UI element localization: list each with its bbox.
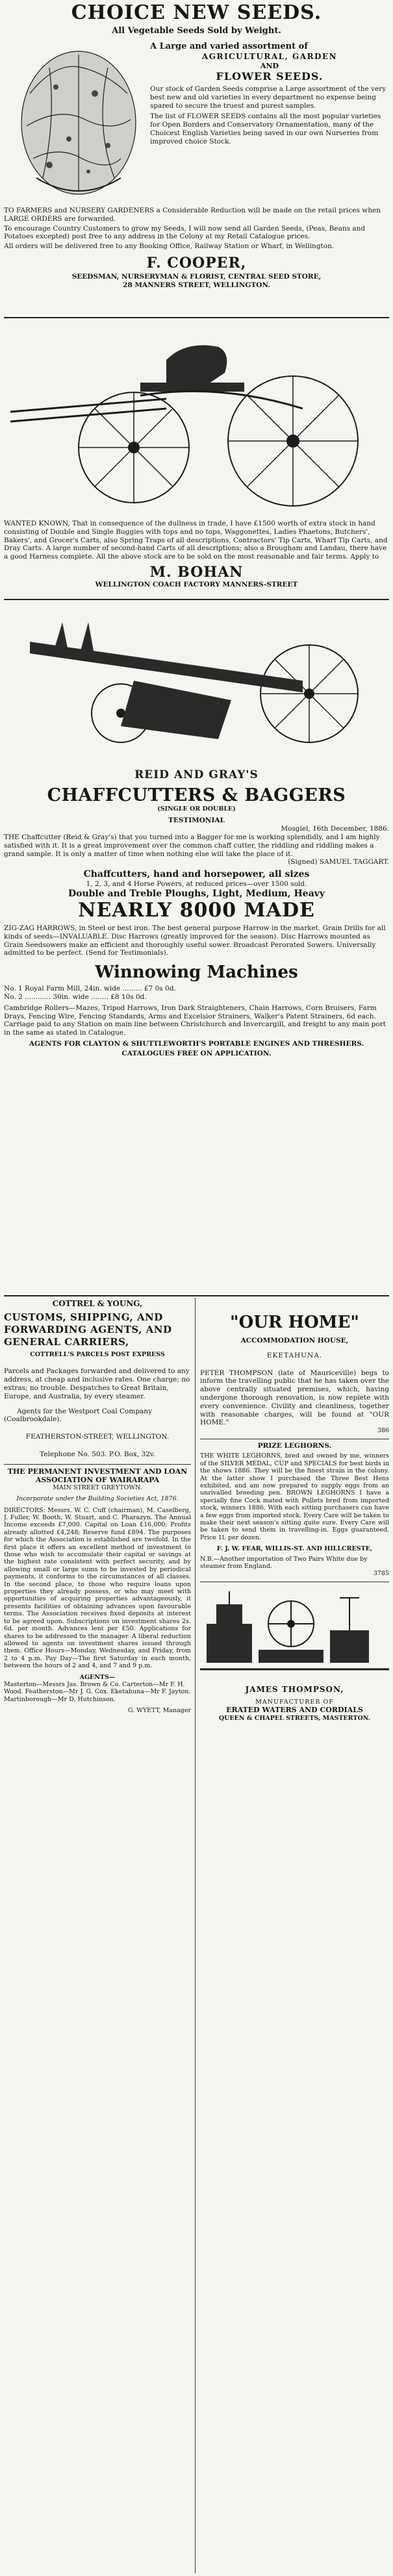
cooper-name: F. COOPER, bbox=[146, 254, 247, 271]
reid-gray-advert bbox=[4, 603, 389, 1293]
society-address: MAIN STREET GREYTOWN. bbox=[53, 1484, 142, 1491]
cottrel-agents: Agents for the Westport Coal Company (Coalbrookdale). bbox=[4, 1407, 153, 1424]
leghorns-nb: N.B.—Another importation of Two Pairs White due by steamer from England. bbox=[200, 1555, 368, 1571]
home-place: EKETAHUNA. bbox=[266, 1351, 323, 1359]
buggy-illustration bbox=[4, 321, 389, 516]
seeds-body-4: To encourage Country Customers to grow my Seeds, I will now send all Garden Seeds, (Peas, Beans and Potatoes excepted) post free to any address in the Colony at my Retail Catalogue prices. bbox=[4, 224, 366, 241]
thompson-goods: ERATED WATERS AND CORDIALS bbox=[226, 1706, 363, 1715]
divider bbox=[4, 599, 389, 600]
plough-illustration bbox=[4, 603, 389, 765]
reid-agents: AGENTS FOR CLAYTON & SHUTTLEWORTH'S PORTABLE ENGINES AND THRESHERS. bbox=[29, 1039, 364, 1048]
seeds-body-5: All orders will be delivered free to any Booking Office, Railway Station or Wharf, in Wellington. bbox=[4, 242, 335, 251]
reid-sub: (SINGLE OR DOUBLE) bbox=[157, 805, 236, 813]
reid-firm: REID AND GRAY'S bbox=[134, 768, 259, 781]
leghorns-advert bbox=[200, 1439, 389, 1578]
thompson-trade: MANUFACTURER OF bbox=[255, 1698, 334, 1706]
thompson-name: JAMES THOMPSON, bbox=[245, 1684, 344, 1694]
bohan-address: WELLINGTON COACH FACTORY MANNERS-STREET bbox=[95, 580, 298, 588]
cottrel-address: FEATHERSTON-STREET, WELLINGTON. bbox=[25, 1433, 170, 1441]
left-column bbox=[4, 1299, 191, 2572]
column-divider bbox=[195, 1298, 196, 2573]
society-name: THE PERMANENT INVESTMENT AND LOAN ASSOCIATION OF WAIRARAPA bbox=[7, 1467, 188, 1484]
winnowing-title: Winnowing Machines bbox=[95, 963, 298, 983]
cooper-trade: SEEDSMAN, NURSERYMAN & FLORIST, CENTRAL SEED STORE, bbox=[71, 272, 322, 281]
reid-catalogues: CATALOGUES FREE ON APPLICATION. bbox=[121, 1049, 272, 1057]
price-row-2: No. 2 ............ 30in. wide ........ £8 10s 0d. bbox=[4, 992, 147, 1001]
society-body: DIRECTORS: Messrs. W. C. Cuff (chairman), M. Caselberg, J. Fuller, W. Booth, W. Stuart, and C. Pharazyn. The Annual Income exceeds £7,000. Capital on Loan £16,000; Profits already allotted £4,248; Reserve fund £894. The purposes for which the Association is established are twofold. In the first place it offers an excellent method of investment to those who wish to accumulate their capital or savings at the highest rate consistent with perfect security, and by allowing small or large sums to be invested by periodical payments, it conforms to the circumstances of all classes. In the second place, to those who require loans upon properties they already possess, or who may meet with opportunities of acquiring properties advantageously, it presents facilities of obtaining advances upon favourable terms. The Association receives fixed deposits at interest to be agreed upon. Subscriptions on investment shares 2s. 6d. per month. Advances lent per £50. Applications for shares to be addressed to the manager. A liberal reduction allowed to agents on investment shares issued through them. Office Hours—Monday, Wednesday, and Friday, from 2 to 4 p.m. Pay Day—The first Saturday in each month, between the hours of 2 and 4, and 7 and 9 p.m. bbox=[4, 1506, 191, 1670]
thompson-advert bbox=[200, 1582, 389, 1723]
cottrel-heading: CUSTOMS, SHIPPING, AND FORWARDING AGENTS, AND GENERAL CARRIERS, bbox=[4, 1311, 172, 1348]
leghorns-body: THE WHITE LEGHORNS, bred and owned by me, winners of the SILVER MEDAL, CUP and SPECIALS for best birds in the shows 1886. They will be the finest strain in the colony. At the latter show I purchased the Three Best Hens exhibited, and am now prepared to supply eggs from an unrivalled breeding pen. BROWN LEGHORNS I have a specially fine Cock mated with Pullets bred from imported stock, winners 1886. With each sitting purchasers can have a few eggs from imported stock. Every Care will be taken to make their next season's sitting quite sure. Every Care will be taken to send them in travelling-in. Eggs guaranteed. Price 1l. per dozen. bbox=[200, 1452, 389, 1541]
reid-body-3: Cambridge Rollers—Mazes, Tripod Harrows, Iron Dark Straighteners, Chain Harrows, Corn Bruisers, Farm Drays, Fencing Wire, Fencing Standards, Arms and Excelsior Strainers, Walker's Patent Strainers, 6d each. Carriage paid to any Station on main line between Christchurch and Invercargill, and freight to any main port in the same as stated in Catalogue. bbox=[4, 1004, 386, 1037]
testimonial-body: THE Chaffcutter (Reid & Gray's) that you turned into a Bagger for me is working splendidly, and I am highly satisfied with it. It is a great improvement over the common chaff cutter, the riddling and riddling makes a grand sample. It is only a matter of time when nothing else will take the place of it. bbox=[4, 833, 380, 858]
society-inc: Incorporate under the Building Societies Act, 1876. bbox=[16, 1495, 179, 1503]
seeds-line-3: AND bbox=[260, 62, 279, 70]
machinery-illustration bbox=[200, 1585, 389, 1682]
bohan-advert bbox=[4, 321, 389, 596]
reid-big: NEARLY 8000 MADE bbox=[78, 898, 315, 922]
reid-body-2: ZIG-ZAG HARROWS, in Steel or best iron. The best general purpose Harrow in the market. Grain Drills for all kinds of seeds—INVALUABLE. Disc Harrows (greatly improved for the season). Disc Harrows mounted as Grain Seedsowers make an efficient and thoroughly useful sower. Broadcast Perorated Sowers. Universally admitted to be perfect. (Send for Testimonials). bbox=[4, 924, 386, 957]
society-advert bbox=[4, 1464, 191, 1715]
cooper-address: 28 MANNERS STREET, WELLINGTON. bbox=[123, 281, 270, 289]
society-signature: G. WYETT, Manager bbox=[127, 1707, 191, 1715]
society-agents-title: AGENTS— bbox=[79, 1673, 116, 1681]
home-body: PETER THOMPSON (late of Mauriceville) begs to inform the travelling public that he has taken over the above centrally situated premises, which, having undergone thorough renovation, is now replete with every convenience. Civility and cleanliness, together with reasonable charges, will be found at "OUR HOME." bbox=[200, 1369, 389, 1427]
seeds-body-3: TO FARMERS and NURSERY GARDENERS a Considerable Reduction will be made on the retail prices when LARGE ORDERS are forwarded. bbox=[4, 207, 381, 223]
testimonial-signed: (Signed) SAMUEL TAGGART. bbox=[288, 858, 389, 866]
home-title: "OUR HOME" bbox=[230, 1313, 359, 1332]
seeds-line-4: FLOWER SEEDS. bbox=[216, 70, 323, 82]
cottrel-advert bbox=[4, 1299, 191, 1459]
testimonial-date: Mosgiel, 16th December, 1886. bbox=[281, 825, 389, 833]
home-num: 386 bbox=[377, 1427, 389, 1435]
society-agents: Masterton—Messrs Jas. Brown & Co. Carterton—Mr F. H. Wood. Featherston—Mr J. G. Cox. Eketahuna—Mr F. Jayton. Martinborough—Mr D. Hutchinson. bbox=[4, 1680, 191, 1703]
cottrel-sub: COTTRELL'S PARCELS POST EXPRESS bbox=[30, 1351, 165, 1358]
seeds-body-1: Our stock of Garden Seeds comprise a Large assortment of the very best new and old varieties in every department no expense being spared to secure the truest and purest samples. bbox=[150, 85, 387, 110]
our-home-advert bbox=[200, 1312, 389, 1435]
seeds-title: CHOICE NEW SEEDS. bbox=[71, 3, 322, 24]
testimonial-heading: TESTIMONIAL bbox=[168, 816, 225, 825]
seeds-subtitle: All Vegetable Seeds Sold by Weight. bbox=[112, 26, 281, 36]
divider bbox=[4, 1295, 389, 1296]
leghorns-title: PRIZE LEGHORNS. bbox=[257, 1441, 332, 1450]
bohan-body: WANTED KNOWN, That in consequence of the dullness in trade, I have £1500 worth of extra stock in hand consisting of Double and Single Buggies with tops and no tops, Waggonettes, Ladies Phaetons, Butchers', Bakers', and Grocer's Carts, also Spring Traps of all descriptions, Contractors' Tip Carts, Wharf Tip Carts, and Dray Carts. A large number of second-hand Carts of all descriptions; also a Brougham and Landau, there have a good Harness complete. All the above stock are to be sold on the most reasonable and fair terms. Apply to bbox=[4, 520, 388, 561]
seeds-advert bbox=[4, 3, 389, 314]
thompson-address: QUEEN & CHAPEL STREETS, MASTERTON. bbox=[218, 1715, 371, 1723]
seeds-line-1: A Large and varied assortment of bbox=[150, 42, 308, 51]
reid-line-3: Double and Treble Ploughs, Light, Medium, Heavy bbox=[68, 888, 325, 899]
leghorns-name: F. J. W. FEAR, WILLIS-ST. AND HILLCRESTE, bbox=[216, 1545, 373, 1553]
cottrel-body: Parcels and Packages forwarded and delivered to any address, at cheap and inclusive rates. One charge; no extras; no trouble. Despatches to Great Britain, Europe, and Australia, by every steamer. bbox=[4, 1367, 190, 1400]
plant-illustration bbox=[10, 42, 147, 204]
seeds-line-2: AGRICULTURAL, GARDEN bbox=[201, 52, 338, 61]
seeds-body-2: The list of FLOWER SEEDS contains all the most popular varieties for Open Borders and Conservatory Ornamentation, many of the Choicest English Varieties being saved in our own Nurseries from improved choice Stock. bbox=[150, 112, 381, 145]
bohan-name: M. BOHAN bbox=[149, 563, 244, 581]
cottrel-phone: Telephone No. 503. P.O. Box, 32v. bbox=[40, 1450, 155, 1458]
cottrel-firm: COTTREL & YOUNG, bbox=[52, 1299, 143, 1308]
reid-title: CHAFFCUTTERS & BAGGERS bbox=[47, 785, 346, 805]
divider bbox=[4, 317, 389, 318]
home-sub: ACCOMMODATION HOUSE, bbox=[240, 1337, 349, 1345]
reid-line-2: 1, 2, 3, and 4 Horse Powers, at reduced prices—over 1500 sold. bbox=[86, 880, 307, 889]
leghorns-num: 3785 bbox=[373, 1570, 389, 1578]
reid-line-1: Chaffcutters, hand and horsepower, all sizes bbox=[83, 869, 310, 880]
price-row-1: No. 1 Royal Farm Mill, 24in. wide ......... £7 0s 0d. bbox=[4, 985, 176, 993]
right-column bbox=[200, 1299, 389, 2572]
